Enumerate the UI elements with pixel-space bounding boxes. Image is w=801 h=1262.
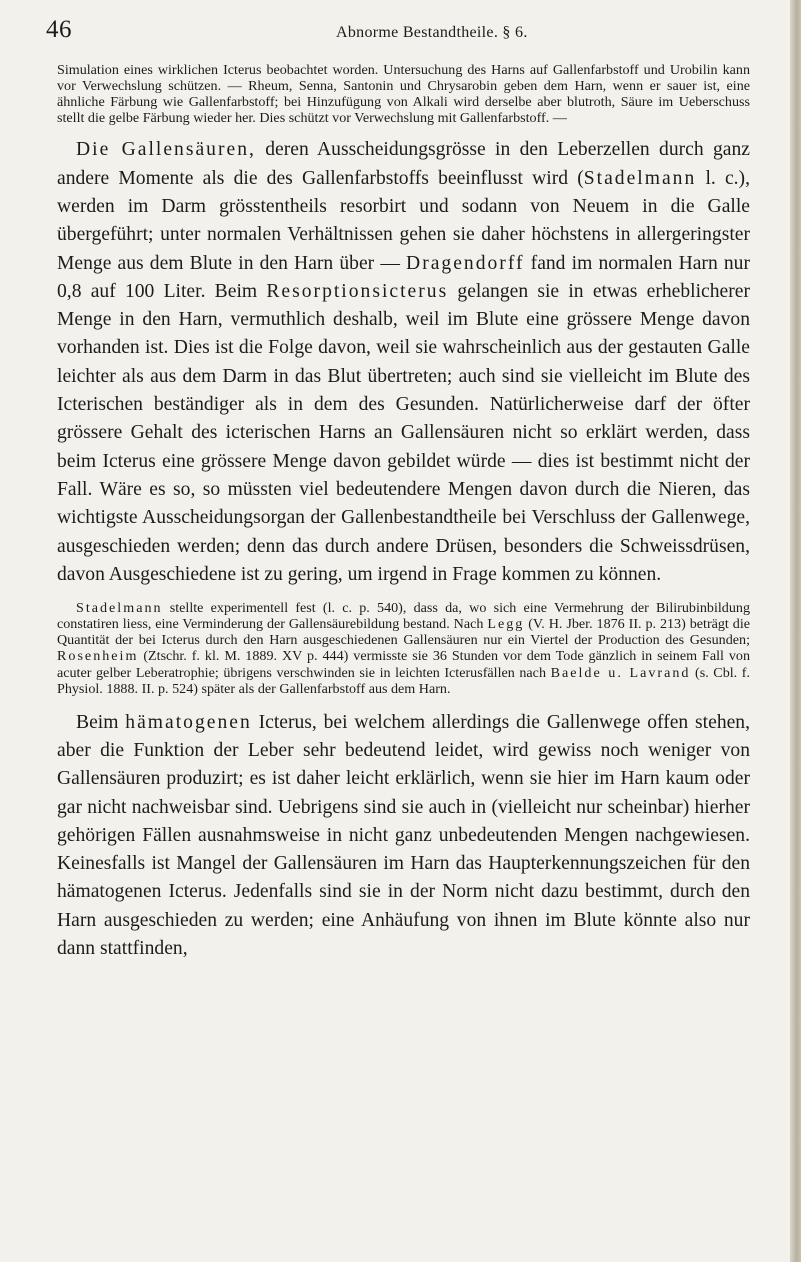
author-dragendorff: Dragendorff — [406, 252, 525, 274]
page-content — [57, 62, 750, 963]
page-header — [46, 16, 736, 46]
text-span: (s. Cbl. f. Physiol. 1888. II. p. 524) später als der Gallenfarbstoff aus dem Harn. — [57, 664, 751, 697]
text-span: l. c.), werden im Darm grösstentheils resorbirt und sodann von Neuem in die Galle übergeführt; unter normalen Verhältnissen gehen sie daher höchstens in allergeringster Menge aus dem Blute in den Harn über — — [57, 167, 750, 274]
page-edge — [790, 0, 801, 1262]
author-rosenheim: Rosenheim — [57, 648, 139, 665]
page-number: 46 — [46, 16, 72, 43]
term-gallensaeuren: Die Gallensäuren, — [76, 139, 256, 161]
text-span: fand im normalen Harn nur 0,8 auf 100 Liter. Beim — [57, 252, 750, 302]
text-span: Icterus, bei welchem allerdings die Gallenwege offen stehen, aber die Funktion der Leber sehr bedeutend leidet, wird gewiss noch weniger von Gallensäuren produzirt; es ist daher leicht erklärlich, wenn sie hier im Harn kaum oder gar nicht nachweisbar sind. Uebrigens sind sie auch in (vielleicht nur scheinbar) hierher gehörigen Fällen ausnahmsweise in nicht ganz unbedeutenden Mengen nachgewiesen. Keinesfalls ist Mangel der Gallensäuren im Harn das Haupterkennungszeichen für den hämatogenen Icterus. Jedenfalls sind sie in der Norm nicht dazu bestimmt, durch den Harn ausgeschieden zu werden; eine Anhäufung von ihnen im Blute könnte also nur dann stattfinden, — [57, 711, 751, 960]
author-baelde-lavrand: Baelde u. Lavrand — [550, 664, 691, 681]
running-title: Abnorme Bestandtheile. § 6. — [336, 24, 528, 41]
paragraph-stadelmann-note — [57, 600, 750, 697]
text-span: Beim — [76, 711, 126, 733]
text-span: deren Ausscheidungsgrösse in den Leberzellen durch ganz andere Momente als die des Gallenfarbstoffs beeinflusst wird ( — [57, 139, 750, 189]
text-span: stellte experimentell fest (l. c. p. 540), dass da, wo sich eine Vermehrung der Bilirubinbildung constatiren liess, eine Verminderung der Gallensäurebildung bestand. Nach — [57, 600, 750, 633]
author-stadelmann: Stadelmann — [76, 600, 163, 617]
text-span: (Ztschr. f. kl. M. 1889. XV p. 444) vermisste sie 36 Stunden vor dem Tode gänzlich in seinem Fall von acuter gelber Leberatrophie; übrigens verschwinden sie in leichten Icterusfällen nach — [57, 648, 750, 681]
paragraph-gallensaeuren — [57, 136, 750, 589]
author-legg: Legg — [487, 616, 525, 633]
text-span: gelangen sie in etwas erheblicherer Menge in den Harn, vermuthlich deshalb, weil im Blute eine grössere Menge davon vorhanden ist. Dies ist die Folge davon, weil sie wahrscheinlich aus der gestauten Galle leichter als aus dem Darm in das Blut übertreten; auch sind sie vielleicht im Blute des Icterischen beständiger als in dem des Gesunden. Natürlicherweise darf der öfter grössere Gehalt des icterischen Harns an Gallensäuren nicht so erklärt werden, dass beim Icterus eine grössere Menge davon gebildet würde — dies ist bestimmt nicht der Fall. Wäre es so, so müssten viel bedeutendere Mengen davon durch die Nieren, das wichtigste Ausscheidungsorgan der Gallenbestandtheile bei Verschluss der Gallenwege, ausgeschieden werden; denn das durch andere Drüsen, besonders die Schweissdrüsen, davon Ausgeschiedene ist zu gering, um irgend in Frage kommen zu können. — [57, 280, 750, 585]
paragraph-simulation-note: Simulation eines wirklichen Icterus beobachtet worden. Untersuchung des Harns auf Gallenfarbstoff und Urobilin kann vor Verwechslung schützen. — Rheum, Senna, Santonin und Chrysarobin geben dem Harn, wenn er sauer ist, eine ähnliche Färbung wie Gallenfarbstoff; bei Hinzufügung von Alkali wird derselbe aber blutroth, Säure im Ueberschuss stellt die gelbe Färbung wieder her. Dies schützt vor Verwechslung mit Gallenfarbstoff. — — [57, 62, 750, 127]
term-haematogenen: hämatogenen — [125, 711, 252, 733]
paragraph-haematogen — [57, 709, 750, 964]
text-span: (V. H. Jber. 1876 II. p. 213) beträgt die Quantität der bei Icterus durch den Harn ausgeschiedenen Gallensäuren nur ein Viertel der Production des Gesunden; — [57, 616, 750, 649]
term-resorptionsicterus: Resorptionsicterus — [266, 280, 449, 302]
author-stadelmann: Stadelmann — [583, 167, 697, 189]
